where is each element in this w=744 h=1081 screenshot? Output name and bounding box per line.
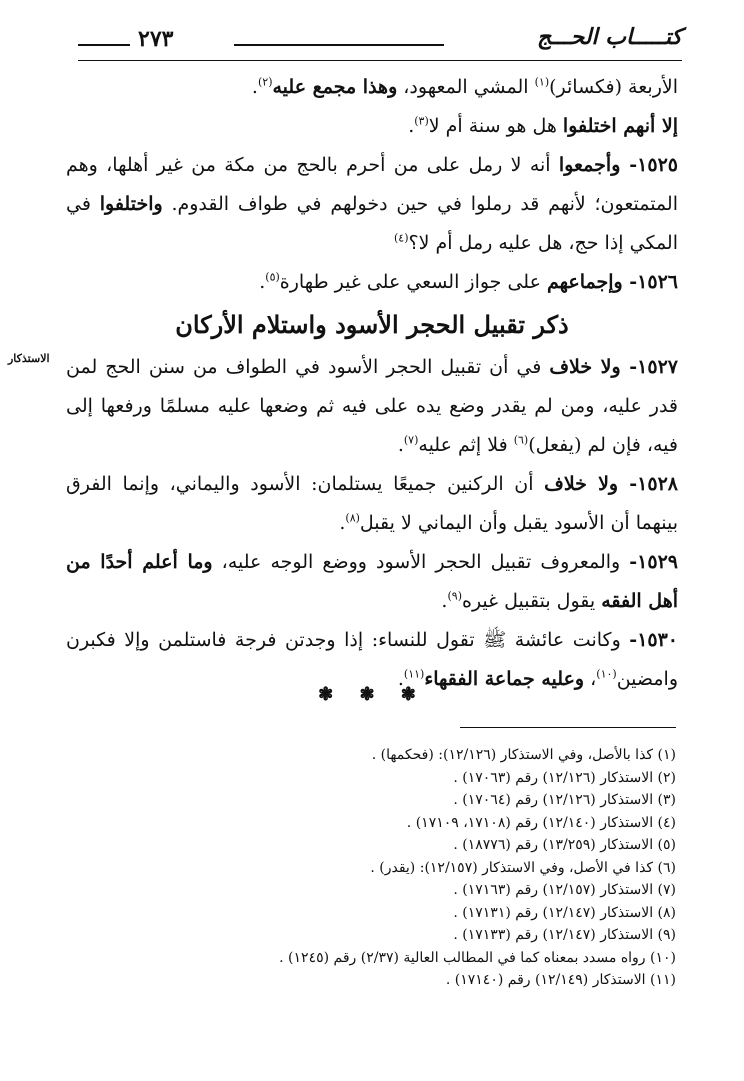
margin-note: الاستذكار bbox=[8, 352, 50, 365]
paragraph-1526: ١٥٢٦- وإجماعهم على جواز السعي على غير طهارة$^{(٥)}$. bbox=[259, 270, 678, 293]
footnote-ref: (١١) bbox=[403, 667, 425, 681]
footnotes bbox=[180, 744, 676, 992]
paragraph-number: ١٥٢٨- bbox=[629, 473, 678, 495]
main-text bbox=[66, 68, 678, 699]
paragraph-continued: الأربعة (فكسائر)$^{(١)}$ المشي المعهود، وهذا مجمع عليه$^{(٢)}$. إلا أنهم اختلفوا هل هو سنة أم لا$^{(٣)}$. bbox=[251, 75, 678, 137]
footnote-item: (٧) الاستذكار (١٢/١٥٧) رقم (١٧١٦٣) . bbox=[453, 882, 676, 898]
page-number: ٢٧٣ bbox=[138, 26, 174, 52]
footnote-ref: (٣) bbox=[414, 114, 429, 128]
footnote-ref: (٧) bbox=[403, 433, 419, 447]
footnote-item: (٤) الاستذكار (١٢/١٤٠) رقم (١٧١٠٨، ١٧١٠٩) . bbox=[406, 814, 676, 831]
footnote-ref: (٨) bbox=[345, 511, 360, 525]
running-header bbox=[78, 18, 682, 58]
honorific-glyph: ﷺ bbox=[483, 629, 507, 651]
running-title: كتـــــاب الحـــج bbox=[537, 24, 682, 50]
footnote-item: (٥) الاستذكار (١٣/٢٥٩) رقم (١٨٧٧٦) . bbox=[453, 837, 676, 853]
footnote-item: (٦) كذا في الأصل، وفي الاستذكار (١٢/١٥٧): (يقدر) . bbox=[370, 859, 676, 876]
paragraph-number: ١٥٢٥- bbox=[629, 154, 678, 176]
footnote-item: (١١) الاستذكار (١٢/١٤٩) رقم (١٧١٤٠) . bbox=[445, 972, 676, 988]
section-heading: ذكر تقبيل الحجر الأسود واستلام الأركان bbox=[175, 310, 569, 339]
paragraph-number: ١٥٢٩- bbox=[629, 551, 678, 573]
footnote-ref: (٢) bbox=[257, 75, 273, 89]
paragraph-number: ١٥٢٧- bbox=[629, 356, 678, 378]
footnote-ref: (٩) bbox=[447, 589, 462, 603]
header-rule-short bbox=[78, 44, 130, 46]
footnote-item: (٨) الاستذكار (١٢/١٤٧) رقم (١٧١٣١) . bbox=[453, 904, 676, 921]
paragraph-1525: ١٥٢٥- وأجمعوا أنه لا رمل على من أحرم بالحج من مكة من غير أهلها، وهم المتمتعون؛ لأنهم قد رملوا في حين دخولهم في طواف القدوم. واختلفوا في المكي إذا حج، هل عليه رمل أم لا؟$^{(٤)}$ bbox=[66, 154, 678, 254]
footnote-ref: (٦) bbox=[513, 433, 529, 447]
footnote-separator bbox=[460, 727, 676, 728]
paragraph-number: ١٥٣٠- bbox=[629, 629, 679, 651]
paragraph-1527: ١٥٢٧- ولا خلاف في أن تقبيل الحجر الأسود في الطواف من سنن الحج لمن قدر عليه، ومن لم يقدر وضع يده على فيه ثم وضعها عليه مسلمًا ورفعها إلى فيه، فإن لم (يفعل)$^{(٦)}$ فلا إثم عليه$^{(٧)}$. bbox=[66, 356, 678, 456]
footnote-item: (١) كذا بالأصل، وفي الاستذكار (١٢/١٢٦): (فحكمها) . bbox=[371, 747, 676, 763]
footnote-ref: (٤) bbox=[394, 231, 409, 245]
paragraph-number: ١٥٢٦- bbox=[629, 271, 678, 293]
header-rule bbox=[234, 44, 444, 46]
section-end-ornament: ❃ ❃ ❃ bbox=[318, 684, 426, 705]
footnote-item: (٣) الاستذكار (١٢/١٢٦) رقم (١٧٠٦٤) . bbox=[453, 792, 676, 808]
header-underline bbox=[78, 60, 682, 61]
footnote-ref: (١٠) bbox=[596, 667, 617, 681]
paragraph-1530: ١٥٣٠- وكانت عائشة ﷺ تقول للنساء: إذا وجدتن فرجة فاستلمن وإلا فكبرن وامضين$^{(١٠)}$، وعليه جماعة الفقهاء$^{(١١)}$. bbox=[66, 629, 679, 690]
footnote-ref: (١) bbox=[534, 75, 550, 89]
footnote-item: (١٠) رواه مسدد بمعناه كما في المطالب العالية (٢/٣٧) رقم (١٢٤٥) . bbox=[279, 949, 676, 966]
footnote-ref: (٥) bbox=[265, 270, 280, 284]
footnote-item: (٩) الاستذكار (١٢/١٤٧) رقم (١٧١٣٣) . bbox=[453, 927, 676, 943]
footnote-item: (٢) الاستذكار (١٢/١٢٦) رقم (١٧٠٦٣) . bbox=[453, 769, 676, 786]
paragraph-1529: ١٥٢٩- والمعروف تقبيل الحجر الأسود ووضع الوجه عليه، وما أعلم أحدًا من أهل الفقه يقول بتقبيل غيره$^{(٩)}$. bbox=[66, 551, 678, 612]
paragraph-1528: ١٥٢٨- ولا خلاف أن الركنين جميعًا يستلمان: الأسود واليماني، وإنما الفرق بينهما أن الأسود يقبل وأن اليماني لا يقبل$^{(٨)}$. bbox=[66, 473, 678, 534]
